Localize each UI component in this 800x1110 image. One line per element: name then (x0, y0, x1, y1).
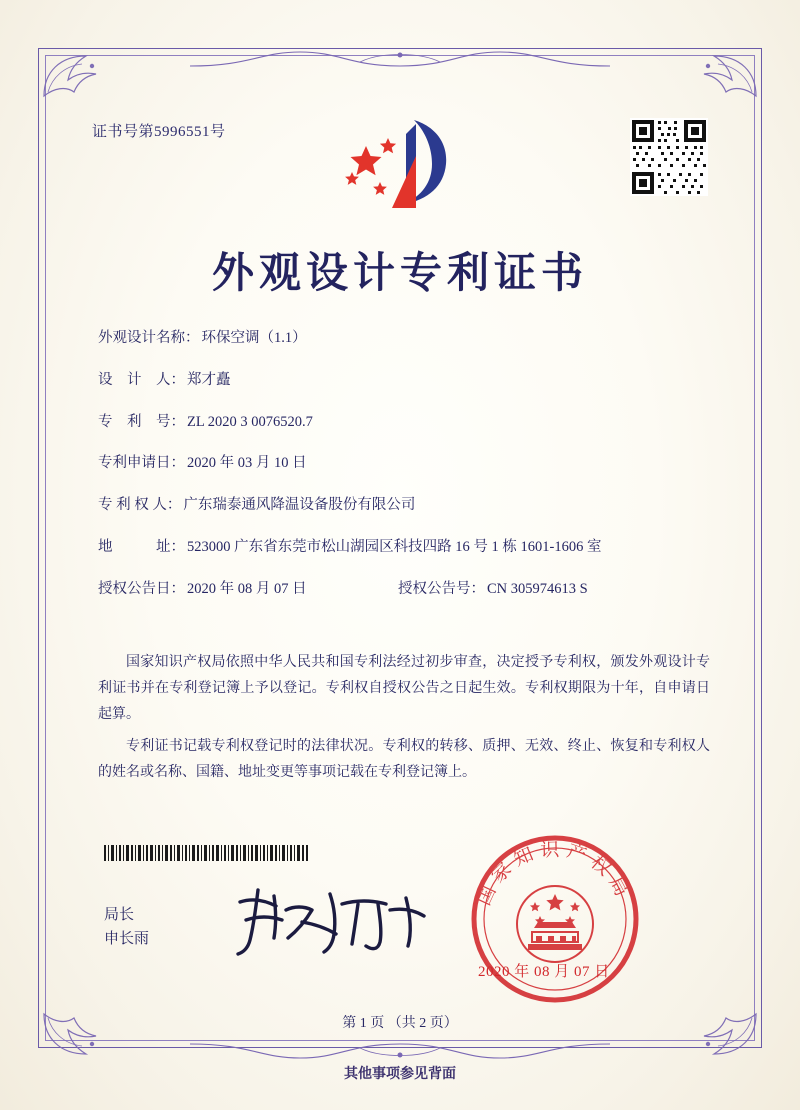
legal-paragraph: 专利证书记载专利权登记时的法律状况。专利权的转移、质押、无效、终止、恢复和专利权人的姓名或名称、国籍、地址变更等事项记载在专利登记簿上。 (98, 738, 710, 780)
bottom-border-ornament-icon (190, 1038, 610, 1064)
field-patent-number (98, 412, 708, 434)
svg-text:国家知识产权局: 国家知识产权局 (472, 838, 636, 909)
corner-flourish-icon (688, 52, 758, 98)
seal-date: 2020 年 08 月 07 日 (478, 964, 610, 980)
certificate-number: 证书号第5996551号 (92, 124, 226, 140)
field-label: 地 址： (98, 538, 185, 555)
field-value: 2020 年 03 月 10 日 (187, 455, 307, 472)
field-value: 广东瑞泰通风降温设备股份有限公司 (183, 497, 416, 513)
field-application-date (98, 453, 708, 475)
corner-flourish-icon (42, 52, 112, 98)
field-value: 郑才矗 (187, 371, 231, 388)
top-border-ornament-icon (190, 46, 610, 72)
page-title: 外观设计专利证书 (211, 248, 588, 297)
director-name-label: 申长雨 (104, 931, 150, 947)
grant-number-label: 授权公告号： (398, 580, 485, 597)
field-label: 专 利 号： (98, 413, 185, 430)
legal-text-block (98, 650, 710, 791)
field-value: 环保空调（1.1） (201, 330, 307, 346)
field-label: 专 利 权 人： (98, 497, 182, 513)
barcode (104, 845, 309, 861)
qr-code (630, 118, 708, 196)
field-value: ZL 2020 3 0076520.7 (187, 413, 313, 430)
field-list (98, 328, 708, 618)
grant-date-value: 2020 年 08 月 07 日 (187, 580, 307, 597)
back-note: 其他事项参见背面 (344, 1067, 456, 1082)
grant-number-value: CN 305974613 S (487, 580, 588, 597)
field-address (98, 537, 708, 559)
field-grant-row (98, 579, 708, 601)
signature-labels (104, 903, 149, 951)
page-number: 第 1 页 （共 2 页） (342, 1016, 458, 1031)
field-patentee (98, 495, 708, 517)
handwritten-signature (230, 880, 430, 960)
field-label: 设 计 人： (98, 371, 185, 388)
field-label: 专利申请日： (98, 455, 185, 472)
grant-date-label: 授权公告日： (98, 580, 185, 597)
field-value: 523000 广东省东莞市松山湖园区科技四路 16 号 1 栋 1601-1606 室 (187, 538, 602, 555)
legal-paragraph: 国家知识产权局依照中华人民共和国专利法经过初步审查，决定授予专利权，颁发外观设计专利证书并在专利登记簿上予以登记。专利权自授权公告之日起生效。专利权期限为十年，自申请日起算。 (98, 655, 710, 722)
cnipa-logo-icon (330, 112, 470, 217)
field-label: 外观设计名称： (98, 330, 200, 346)
director-title-label: 局长 (104, 907, 135, 923)
field-design-name (98, 328, 708, 350)
field-designer (98, 370, 708, 392)
